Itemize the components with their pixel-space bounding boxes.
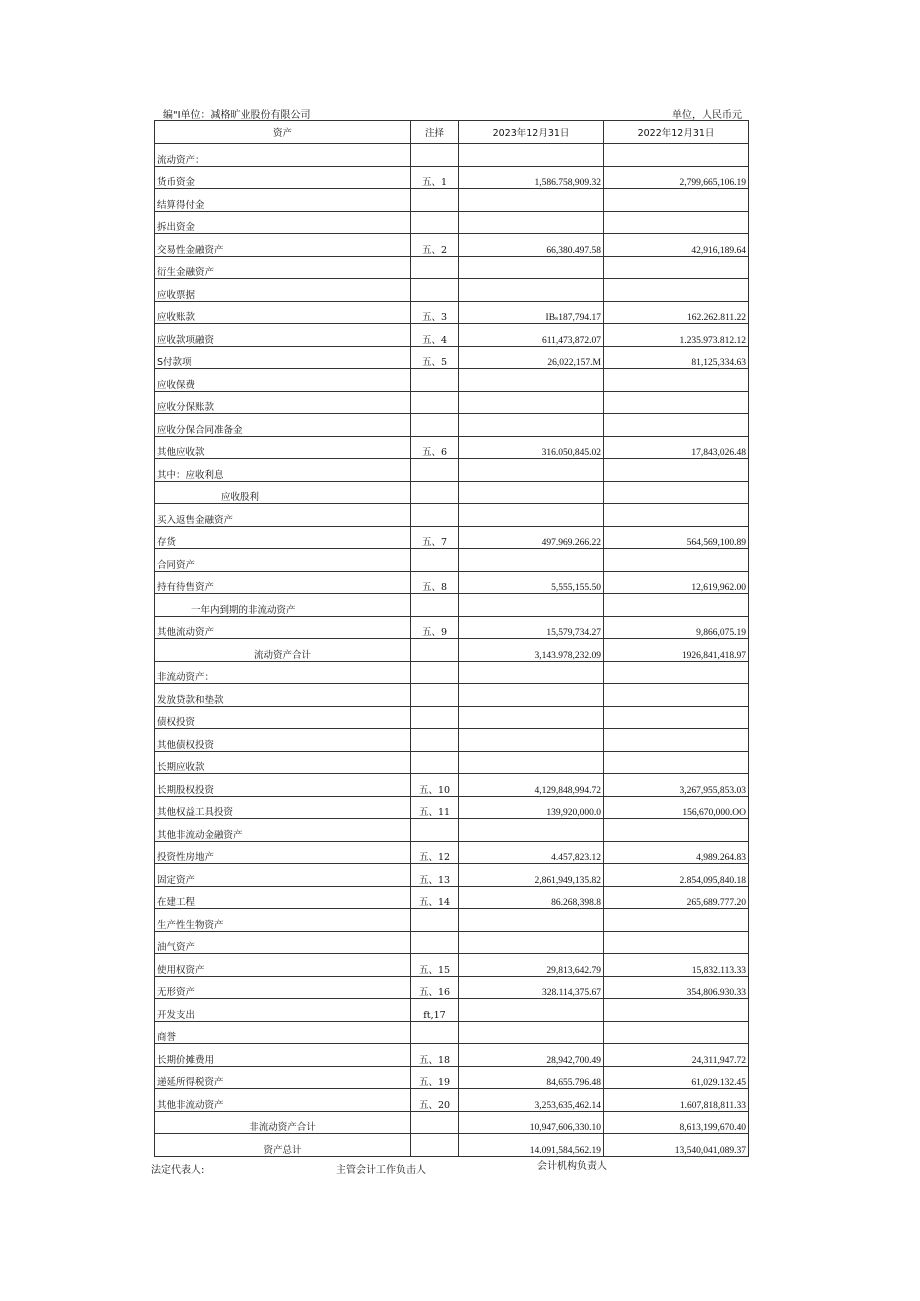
row-value-2023: 4.457,823.12	[459, 841, 604, 864]
row-value-2022	[604, 706, 749, 729]
table-row	[155, 549, 749, 572]
row-value-2022: 2,799,665,106.19	[604, 166, 749, 189]
row-value-2023: 86.268,398.8	[459, 886, 604, 909]
row-value-2023	[459, 684, 604, 707]
row-value-2022	[604, 279, 749, 302]
row-value-2022	[604, 256, 749, 279]
row-value-2022: 1.607,818,811.33	[604, 1089, 749, 1112]
row-value-2023: 2,861,949,135.82	[459, 864, 604, 887]
row-value-2023	[459, 369, 604, 392]
row-item-name: 衍生金融资产	[155, 256, 411, 279]
row-item-name: 非流动资产：	[155, 661, 411, 684]
row-item-name: 生产性生物资产	[155, 909, 411, 932]
row-value-2022: 564,569,100.89	[604, 526, 749, 549]
table-row	[155, 346, 749, 369]
row-value-2022: 61,029.132.45	[604, 1066, 749, 1089]
row-value-2022: 42,916,189.64	[604, 234, 749, 257]
row-note: 五、20	[411, 1089, 459, 1112]
table-row	[155, 819, 749, 842]
row-value-2022: 354,806.930.33	[604, 976, 749, 999]
row-value-2022	[604, 189, 749, 212]
row-value-2023: 28,942,700.49	[459, 1044, 604, 1067]
row-item-name: 长期股权投资	[155, 774, 411, 797]
table-row	[155, 751, 749, 774]
row-item-name: 其他权益工具投资	[155, 796, 411, 819]
row-value-2022: 81,125,334.63	[604, 346, 749, 369]
row-value-2023: 3,143.978,232.09	[459, 639, 604, 662]
row-note: 五、10	[411, 774, 459, 797]
table-row	[155, 684, 749, 707]
row-value-2023	[459, 706, 604, 729]
legal-representative-label: 法定代表人:	[151, 1165, 205, 1176]
row-value-2023	[459, 189, 604, 212]
table-row	[155, 1134, 749, 1157]
row-value-2022: 1926,841,418.97	[604, 639, 749, 662]
row-item-name: 商誉	[155, 1021, 411, 1044]
table-row	[155, 616, 749, 639]
row-item-name: 其他流动资产	[155, 616, 411, 639]
row-note	[411, 594, 459, 617]
row-value-2023: 29,813,642.79	[459, 954, 604, 977]
row-item-name: 应收分保账款	[155, 391, 411, 414]
row-value-2023	[459, 481, 604, 504]
row-item-name: 其他非流动资产	[155, 1089, 411, 1112]
table-row	[155, 459, 749, 482]
row-value-2023	[459, 909, 604, 932]
row-note	[411, 481, 459, 504]
row-note	[411, 931, 459, 954]
row-note	[411, 211, 459, 234]
row-item-name: 存货	[155, 526, 411, 549]
row-value-2023: 139,920,000.0	[459, 796, 604, 819]
row-item-name: 使用权资产	[155, 954, 411, 977]
row-value-2023	[459, 661, 604, 684]
row-item-name: 开发支出	[155, 999, 411, 1022]
table-row	[155, 571, 749, 594]
row-value-2023: 26,022,157.M	[459, 346, 604, 369]
column-header-assets: 资产	[155, 121, 411, 144]
row-value-2022	[604, 751, 749, 774]
row-item-name: 结算得付金	[155, 189, 411, 212]
row-value-2022: 17,843,026.48	[604, 436, 749, 459]
row-value-2022	[604, 661, 749, 684]
row-value-2022: 12,619,962.00	[604, 571, 749, 594]
row-value-2023	[459, 729, 604, 752]
table-row	[155, 976, 749, 999]
row-value-2023: 14.091,584,562.19	[459, 1134, 604, 1157]
row-item-name: 非流动资产合计	[155, 1111, 411, 1134]
row-note: 五、4	[411, 324, 459, 347]
row-value-2022	[604, 684, 749, 707]
row-item-name: 流动资产合计	[155, 639, 411, 662]
row-value-2022: 156,670,000.OO	[604, 796, 749, 819]
row-item-name: 固定资产	[155, 864, 411, 887]
row-note	[411, 1111, 459, 1134]
row-value-2022: 13,540,041,089.37	[604, 1134, 749, 1157]
table-body	[155, 144, 749, 1157]
table-row	[155, 414, 749, 437]
row-value-2023	[459, 594, 604, 617]
table-row	[155, 391, 749, 414]
row-value-2022	[604, 594, 749, 617]
row-note	[411, 189, 459, 212]
row-note	[411, 1021, 459, 1044]
table-row	[155, 301, 749, 324]
row-value-2023	[459, 459, 604, 482]
table-row	[155, 256, 749, 279]
row-value-2023	[459, 504, 604, 527]
row-item-name: 货币资金	[155, 166, 411, 189]
row-value-2022: 24,311,947.72	[604, 1044, 749, 1067]
row-note	[411, 279, 459, 302]
row-value-2022: 8,613,199,670.40	[604, 1111, 749, 1134]
row-value-2022	[604, 931, 749, 954]
row-item-name: 长期价摊费用	[155, 1044, 411, 1067]
row-value-2023	[459, 144, 604, 167]
row-note: 五、12	[411, 841, 459, 864]
row-value-2023: 3,253,635,462.14	[459, 1089, 604, 1112]
row-value-2022	[604, 819, 749, 842]
row-value-2023: 66,380.497.58	[459, 234, 604, 257]
row-item-name: 其他应收款	[155, 436, 411, 459]
row-value-2022: 4,989.264.83	[604, 841, 749, 864]
row-note	[411, 391, 459, 414]
table-row	[155, 324, 749, 347]
row-item-name: 应收分保合同准备金	[155, 414, 411, 437]
row-note	[411, 819, 459, 842]
row-note: 五、7	[411, 526, 459, 549]
table-row	[155, 1044, 749, 1067]
table-row	[155, 369, 749, 392]
row-item-name: 应收账款	[155, 301, 411, 324]
row-note	[411, 504, 459, 527]
currency-unit-label: 单位，人民币元	[672, 110, 742, 121]
row-value-2023: IBₛ187,794.17	[459, 301, 604, 324]
table-row	[155, 886, 749, 909]
table-row	[155, 1089, 749, 1112]
table-row	[155, 1066, 749, 1089]
table-row	[155, 639, 749, 662]
table-row	[155, 706, 749, 729]
row-value-2022	[604, 1021, 749, 1044]
row-value-2023: 84,655.796.48	[459, 1066, 604, 1089]
row-note: 五、3	[411, 301, 459, 324]
row-item-name: 投资性房地产	[155, 841, 411, 864]
row-note	[411, 729, 459, 752]
row-note	[411, 909, 459, 932]
row-value-2023	[459, 256, 604, 279]
table-row	[155, 841, 749, 864]
row-value-2022: 162.262.811.22	[604, 301, 749, 324]
row-note	[411, 1134, 459, 1157]
row-value-2022: 15,832.113.33	[604, 954, 749, 977]
row-item-name: 在建工程	[155, 886, 411, 909]
row-value-2022	[604, 144, 749, 167]
row-value-2023: 4,129,848,994.72	[459, 774, 604, 797]
row-value-2023	[459, 279, 604, 302]
row-value-2023	[459, 414, 604, 437]
row-note	[411, 549, 459, 572]
row-item-name: 一年内到期的非流动资产	[155, 594, 411, 617]
row-value-2022: 9,866,075.19	[604, 616, 749, 639]
table-row	[155, 279, 749, 302]
table-row	[155, 796, 749, 819]
row-value-2023	[459, 1021, 604, 1044]
row-item-name: S付款项	[155, 346, 411, 369]
row-item-name: 应收款项融资	[155, 324, 411, 347]
row-note: 五、1	[411, 166, 459, 189]
column-header-2023: 2023年12月31日	[459, 121, 604, 144]
table-row	[155, 481, 749, 504]
table-row	[155, 1021, 749, 1044]
row-note: 五、16	[411, 976, 459, 999]
row-note	[411, 369, 459, 392]
row-value-2022: 2.854,095,840.18	[604, 864, 749, 887]
row-item-name: 流动资产：	[155, 144, 411, 167]
row-value-2022	[604, 481, 749, 504]
row-item-name: 发放贷款和垫款	[155, 684, 411, 707]
row-value-2023: 1,586.758,909.32	[459, 166, 604, 189]
row-item-name: 资产总计	[155, 1134, 411, 1157]
row-value-2023: 316.050,845.02	[459, 436, 604, 459]
table-row	[155, 436, 749, 459]
row-item-name: 买入返售金融资产	[155, 504, 411, 527]
row-value-2023	[459, 931, 604, 954]
row-note	[411, 414, 459, 437]
row-item-name: 油气资产	[155, 931, 411, 954]
row-note: 五、6	[411, 436, 459, 459]
row-value-2023	[459, 819, 604, 842]
row-value-2022	[604, 211, 749, 234]
row-value-2023	[459, 999, 604, 1022]
table-row	[155, 504, 749, 527]
row-note	[411, 661, 459, 684]
row-note	[411, 684, 459, 707]
entity-label: 编"I单位：减格旷业股份有限公司	[163, 110, 311, 121]
row-value-2022	[604, 729, 749, 752]
balance-sheet-table	[154, 120, 749, 1157]
row-value-2023: 5,555,155.50	[459, 571, 604, 594]
column-header-2022: 2022年12月31日	[604, 121, 749, 144]
row-value-2022	[604, 391, 749, 414]
row-note: 五、2	[411, 234, 459, 257]
row-value-2022: 265,689.777.20	[604, 886, 749, 909]
row-note: 五、18	[411, 1044, 459, 1067]
table-row	[155, 931, 749, 954]
row-note: 五、14	[411, 886, 459, 909]
table-row	[155, 166, 749, 189]
table-row	[155, 729, 749, 752]
table-row	[155, 1111, 749, 1134]
row-value-2023: 15,579,734.27	[459, 616, 604, 639]
row-note	[411, 639, 459, 662]
row-note: 五、19	[411, 1066, 459, 1089]
row-item-name: 递延所得税资产	[155, 1066, 411, 1089]
row-note	[411, 706, 459, 729]
row-value-2023: 611,473,872.07	[459, 324, 604, 347]
row-item-name: 无形资产	[155, 976, 411, 999]
row-item-name: 其他非流动金融资产	[155, 819, 411, 842]
row-item-name: 长期应收款	[155, 751, 411, 774]
row-note	[411, 144, 459, 167]
table-row	[155, 144, 749, 167]
row-item-name: 持有待售资产	[155, 571, 411, 594]
row-item-name: 其他债权投资	[155, 729, 411, 752]
row-value-2022	[604, 504, 749, 527]
column-header-note: 注择	[411, 121, 459, 144]
row-value-2023: 328.114,375.67	[459, 976, 604, 999]
table-row	[155, 864, 749, 887]
row-value-2023	[459, 549, 604, 572]
row-value-2023	[459, 391, 604, 414]
table-row	[155, 999, 749, 1022]
row-item-name: 拆出资金	[155, 211, 411, 234]
row-note: ft,17	[411, 999, 459, 1022]
row-value-2022	[604, 369, 749, 392]
row-item-name: 其中：应收利息	[155, 459, 411, 482]
row-item-name: 合同资产	[155, 549, 411, 572]
row-item-name: 应收保费	[155, 369, 411, 392]
table-row	[155, 526, 749, 549]
row-note: 五、5	[411, 346, 459, 369]
row-note: 五、8	[411, 571, 459, 594]
table-row	[155, 234, 749, 257]
row-note	[411, 751, 459, 774]
table-header-row	[155, 121, 749, 144]
row-value-2022	[604, 549, 749, 572]
table-row	[155, 211, 749, 234]
row-note: 五、13	[411, 864, 459, 887]
accounting-head-label: 主管会计工作负击人	[336, 1165, 426, 1176]
table-row	[155, 189, 749, 212]
row-item-name: 债权投资	[155, 706, 411, 729]
row-item-name: 应收票据	[155, 279, 411, 302]
row-value-2023	[459, 751, 604, 774]
accounting-dept-label: 会计机构负责人	[537, 1161, 607, 1172]
table-row	[155, 774, 749, 797]
row-value-2022	[604, 909, 749, 932]
table-row	[155, 954, 749, 977]
table-row	[155, 909, 749, 932]
row-note: 五、15	[411, 954, 459, 977]
row-value-2023	[459, 211, 604, 234]
row-value-2022: 3,267,955,853.03	[604, 774, 749, 797]
row-value-2022: 1.235.973.812.12	[604, 324, 749, 347]
row-value-2023: 497.969.266.22	[459, 526, 604, 549]
row-note	[411, 459, 459, 482]
row-item-name: 应收股利	[155, 481, 411, 504]
row-value-2022	[604, 999, 749, 1022]
row-value-2022	[604, 459, 749, 482]
row-value-2023: 10,947,606,330.10	[459, 1111, 604, 1134]
row-note	[411, 256, 459, 279]
table-row	[155, 661, 749, 684]
row-item-name: 交易性金融资产	[155, 234, 411, 257]
row-note: 五、11	[411, 796, 459, 819]
row-note: 五、9	[411, 616, 459, 639]
row-value-2022	[604, 414, 749, 437]
table-row	[155, 594, 749, 617]
